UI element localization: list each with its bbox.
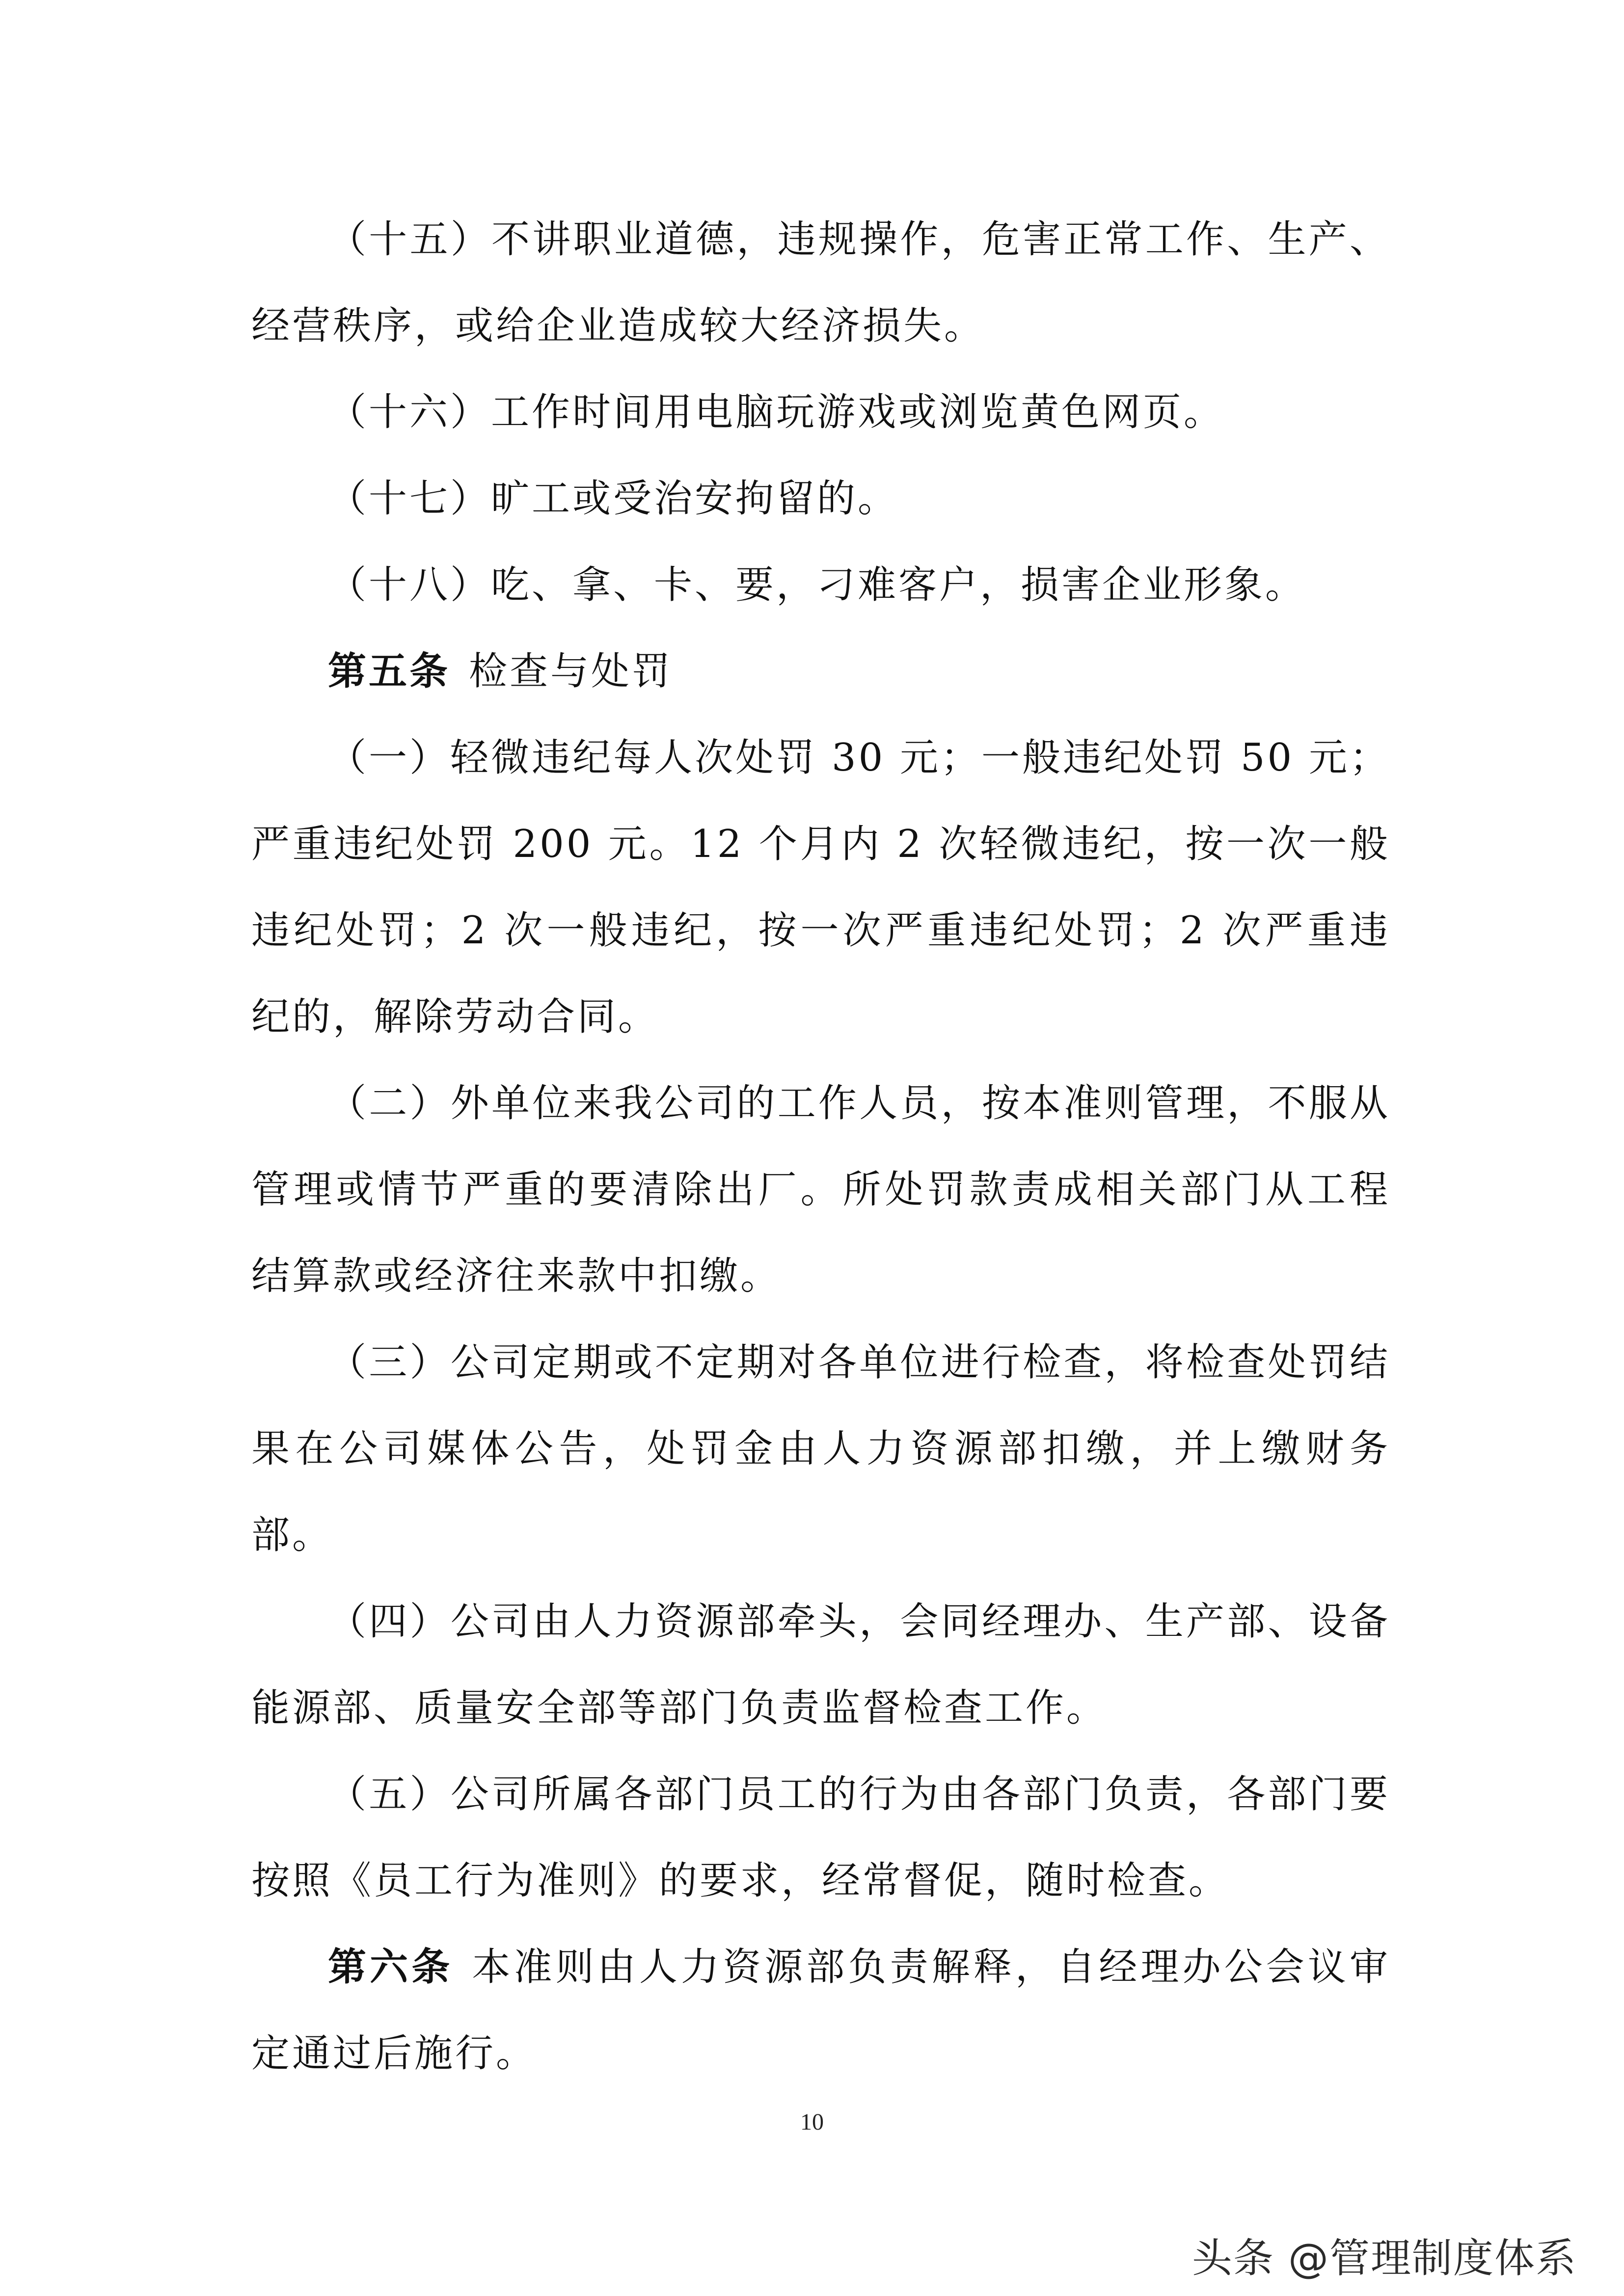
article-5-item-5: （五）公司所属各部门员工的行为由各部门负责，各部门要按照《员工行为准则》的要求，经常督促，随时检查。	[251, 1772, 1390, 1903]
paragraph-item-16: （十六）工作时间用电脑玩游戏或浏览黄色网页。	[328, 390, 1225, 434]
paragraph-item-17: （十七）旷工或受治安拘留的。	[328, 477, 899, 521]
source-watermark: 头条 @管理制度体系	[1191, 2235, 1577, 2282]
page-number: 10	[800, 2109, 824, 2135]
article-5-item-3: （三）公司定期或不定期对各单位进行检查，将检查处罚结果在公司媒体公告，处罚金由人力资源部扣缴，并上缴财务部。	[251, 1340, 1390, 1557]
article-6-text: 本准则由人力资源部负责解释，自经理办公会议审定通过后施行。	[251, 1945, 1390, 2076]
article-5-heading	[251, 628, 1390, 715]
article-5-label: 第五条	[328, 649, 451, 694]
article-5-item-4: （四）公司由人力资源部牵头，会同经理办、生产部、设备能源部、质量安全部等部门负责监督检查工作。	[251, 1600, 1390, 1730]
paragraph-item-18: （十八）吃、拿、卡、要，刁难客户，损害企业形象。	[328, 563, 1306, 607]
article-5-item-2: （二）外单位来我公司的工作人员，按本准则管理，不服从管理或情节严重的要清除出厂。所处罚款责成相关部门从工程结算款或经济往来款中扣缴。	[251, 1081, 1390, 1298]
document-body	[251, 196, 1390, 2097]
article-5-title: 检查与处罚	[469, 649, 673, 694]
article-5-item-1: （一）轻微违纪每人次处罚 30 元；一般违纪处罚 50 元；严重违纪处罚 200 元。12 个月内 2 次轻微违纪，按一次一般违纪处罚；2 次一般违纪，按一次严重违纪处罚；2 次严重违纪的，解除劳动合同。	[251, 736, 1390, 1039]
article-6-label: 第六条	[328, 1945, 454, 1989]
paragraph-item-15: （十五）不讲职业道德，违规操作，危害正常工作、生产、经营秩序，或给企业造成较大经济损失。	[251, 217, 1390, 348]
article-6-paragraph	[251, 1924, 1390, 2097]
